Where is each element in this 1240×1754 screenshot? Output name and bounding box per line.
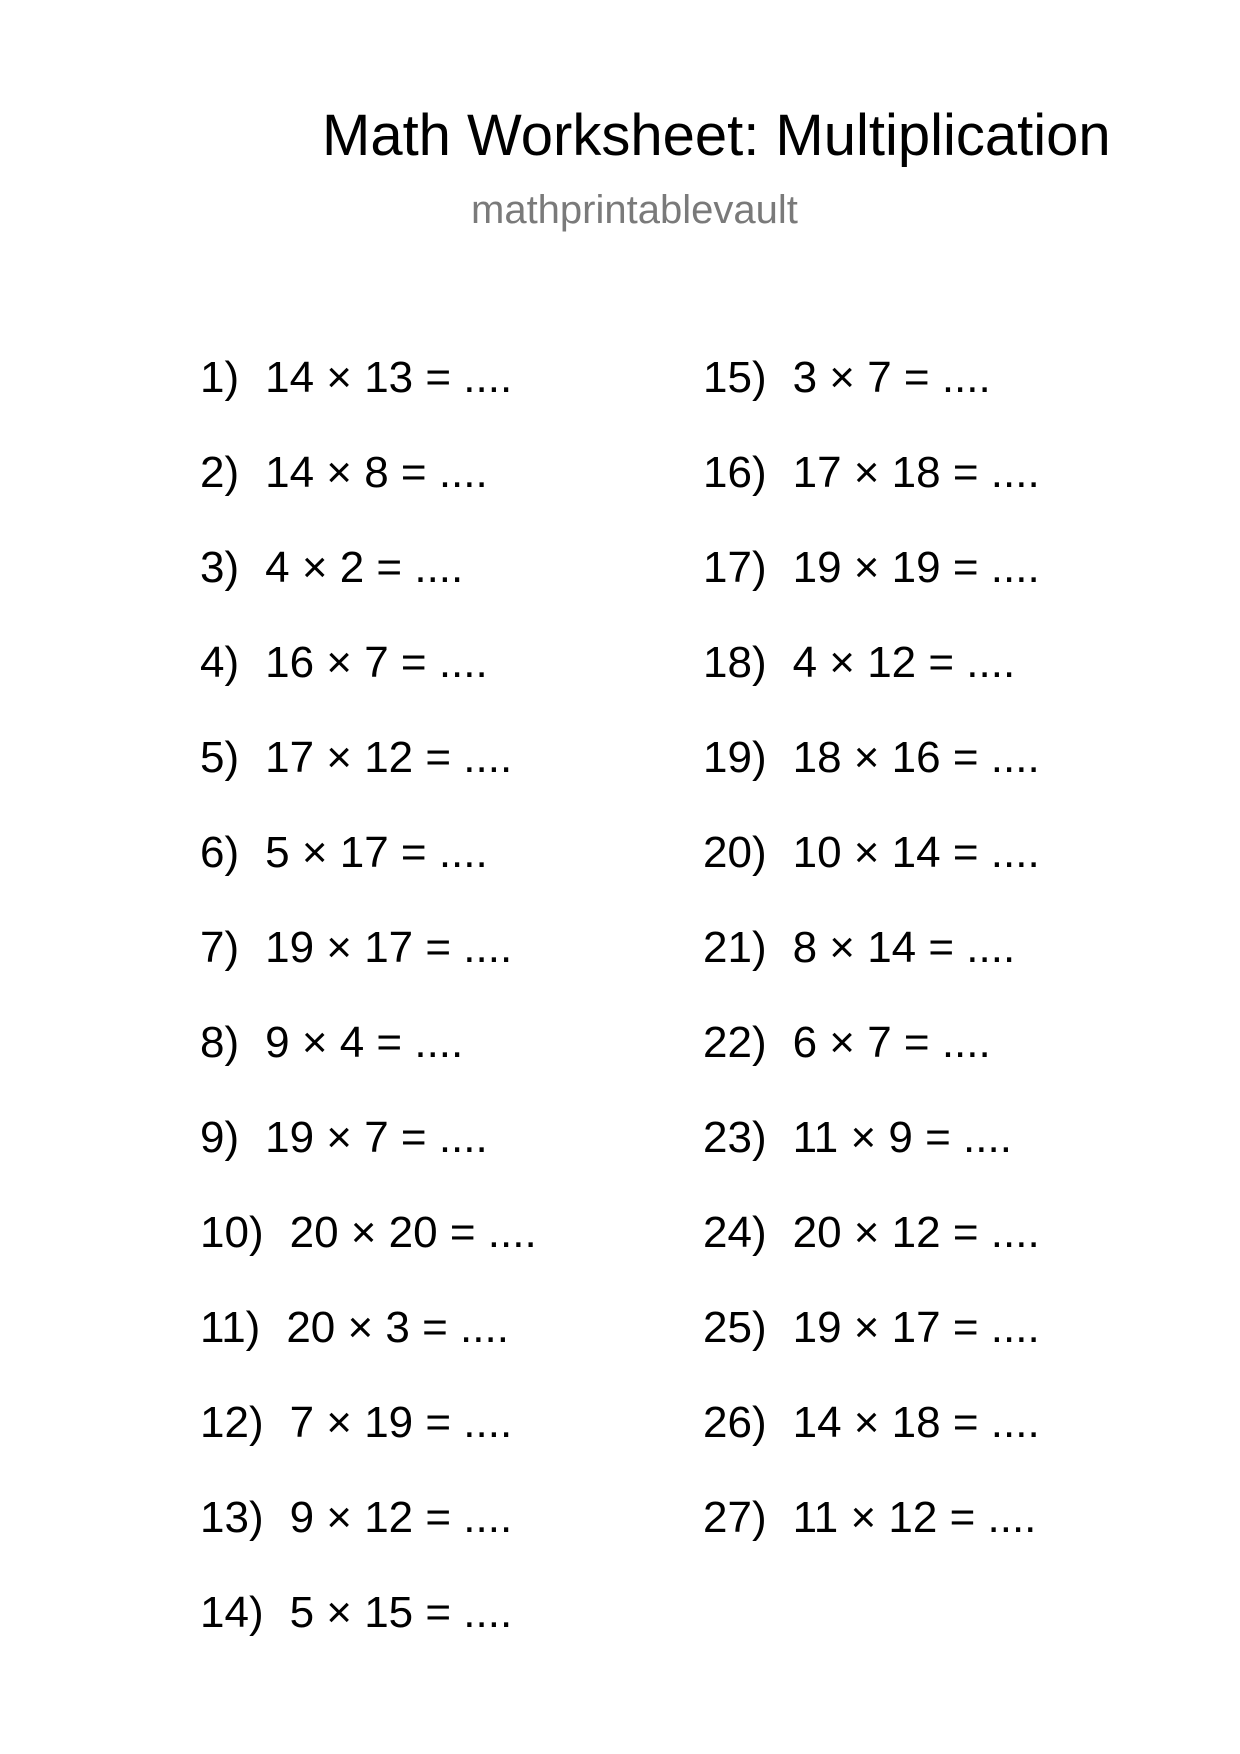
problem-number: 25) [703,1303,767,1352]
problem-column-right [703,340,1040,1575]
problem-number: 17) [703,543,767,592]
problem-expression: 9 × 12 = .... [289,1493,513,1542]
problem-number: 6) [200,828,240,877]
problem-item [703,340,1040,435]
problem-number: 16) [703,448,767,497]
problem-item [200,1480,537,1575]
problem-item [703,1290,1040,1385]
problem-number: 4) [200,638,240,687]
problem-number: 2) [200,448,240,497]
problem-item [200,1195,537,1290]
problem-item [200,1100,537,1195]
problem-item [703,1005,1040,1100]
problem-expression: 19 × 17 = .... [265,923,513,972]
problem-expression: 20 × 3 = .... [286,1303,509,1352]
problem-expression: 18 × 16 = .... [792,733,1040,782]
problem-item [703,435,1040,530]
problem-number: 23) [703,1113,767,1162]
problem-expression: 17 × 12 = .... [265,733,513,782]
problem-expression: 5 × 15 = .... [289,1588,513,1637]
problem-number: 3) [200,543,240,592]
problem-expression: 19 × 17 = .... [792,1303,1040,1352]
problem-expression: 17 × 18 = .... [792,448,1040,497]
problem-expression: 11 × 12 = .... [792,1493,1037,1542]
problem-number: 19) [703,733,767,782]
problem-item [200,720,537,815]
worksheet-title: Math Worksheet: Multiplication [322,103,1111,168]
problem-number: 20) [703,828,767,877]
problem-expression: 19 × 19 = .... [792,543,1040,592]
problem-item [200,530,537,625]
problem-number: 7) [200,923,240,972]
worksheet-subtitle: mathprintablevault [471,188,798,232]
problem-expression: 6 × 7 = .... [792,1018,991,1067]
problem-item [703,530,1040,625]
problem-expression: 14 × 18 = .... [792,1398,1040,1447]
problem-expression: 11 × 9 = .... [792,1113,1012,1162]
problem-expression: 19 × 7 = .... [265,1113,488,1162]
problem-expression: 10 × 14 = .... [792,828,1040,877]
problem-expression: 14 × 13 = .... [265,353,513,402]
problem-item [200,1385,537,1480]
problem-item [703,1480,1040,1575]
problem-item [703,815,1040,910]
problem-number: 26) [703,1398,767,1447]
problem-item [200,340,537,435]
problem-expression: 7 × 19 = .... [289,1398,513,1447]
problem-expression: 3 × 7 = .... [792,353,991,402]
problem-expression: 14 × 8 = .... [265,448,488,497]
problem-expression: 8 × 14 = .... [792,923,1016,972]
problem-number: 22) [703,1018,767,1067]
problem-item [703,910,1040,1005]
problem-expression: 4 × 2 = .... [265,543,464,592]
problem-item [200,1290,537,1385]
problem-number: 21) [703,923,767,972]
problem-column-left [200,340,537,1670]
problem-item [200,625,537,720]
problem-number: 1) [200,353,240,402]
problem-number: 24) [703,1208,767,1257]
problem-number: 27) [703,1493,767,1542]
problem-item [200,815,537,910]
problem-item [200,435,537,530]
problem-number: 5) [200,733,240,782]
problem-number: 11) [200,1303,261,1352]
problem-item [703,1195,1040,1290]
problem-item [703,720,1040,815]
problem-expression: 9 × 4 = .... [265,1018,464,1067]
problem-expression: 16 × 7 = .... [265,638,488,687]
problem-expression: 5 × 17 = .... [265,828,488,877]
problem-expression: 4 × 12 = .... [792,638,1016,687]
problem-item [703,1385,1040,1480]
problem-item [200,1575,537,1670]
problem-number: 9) [200,1113,240,1162]
problem-number: 18) [703,638,767,687]
problem-expression: 20 × 20 = .... [289,1208,537,1257]
problem-item [703,1100,1040,1195]
problem-number: 8) [200,1018,240,1067]
problem-number: 10) [200,1208,264,1257]
problem-number: 12) [200,1398,264,1447]
problem-number: 14) [200,1588,264,1637]
problem-number: 13) [200,1493,264,1542]
problem-item [703,625,1040,720]
problem-item [200,1005,537,1100]
problem-item [200,910,537,1005]
problem-expression: 20 × 12 = .... [792,1208,1040,1257]
problem-number: 15) [703,353,767,402]
